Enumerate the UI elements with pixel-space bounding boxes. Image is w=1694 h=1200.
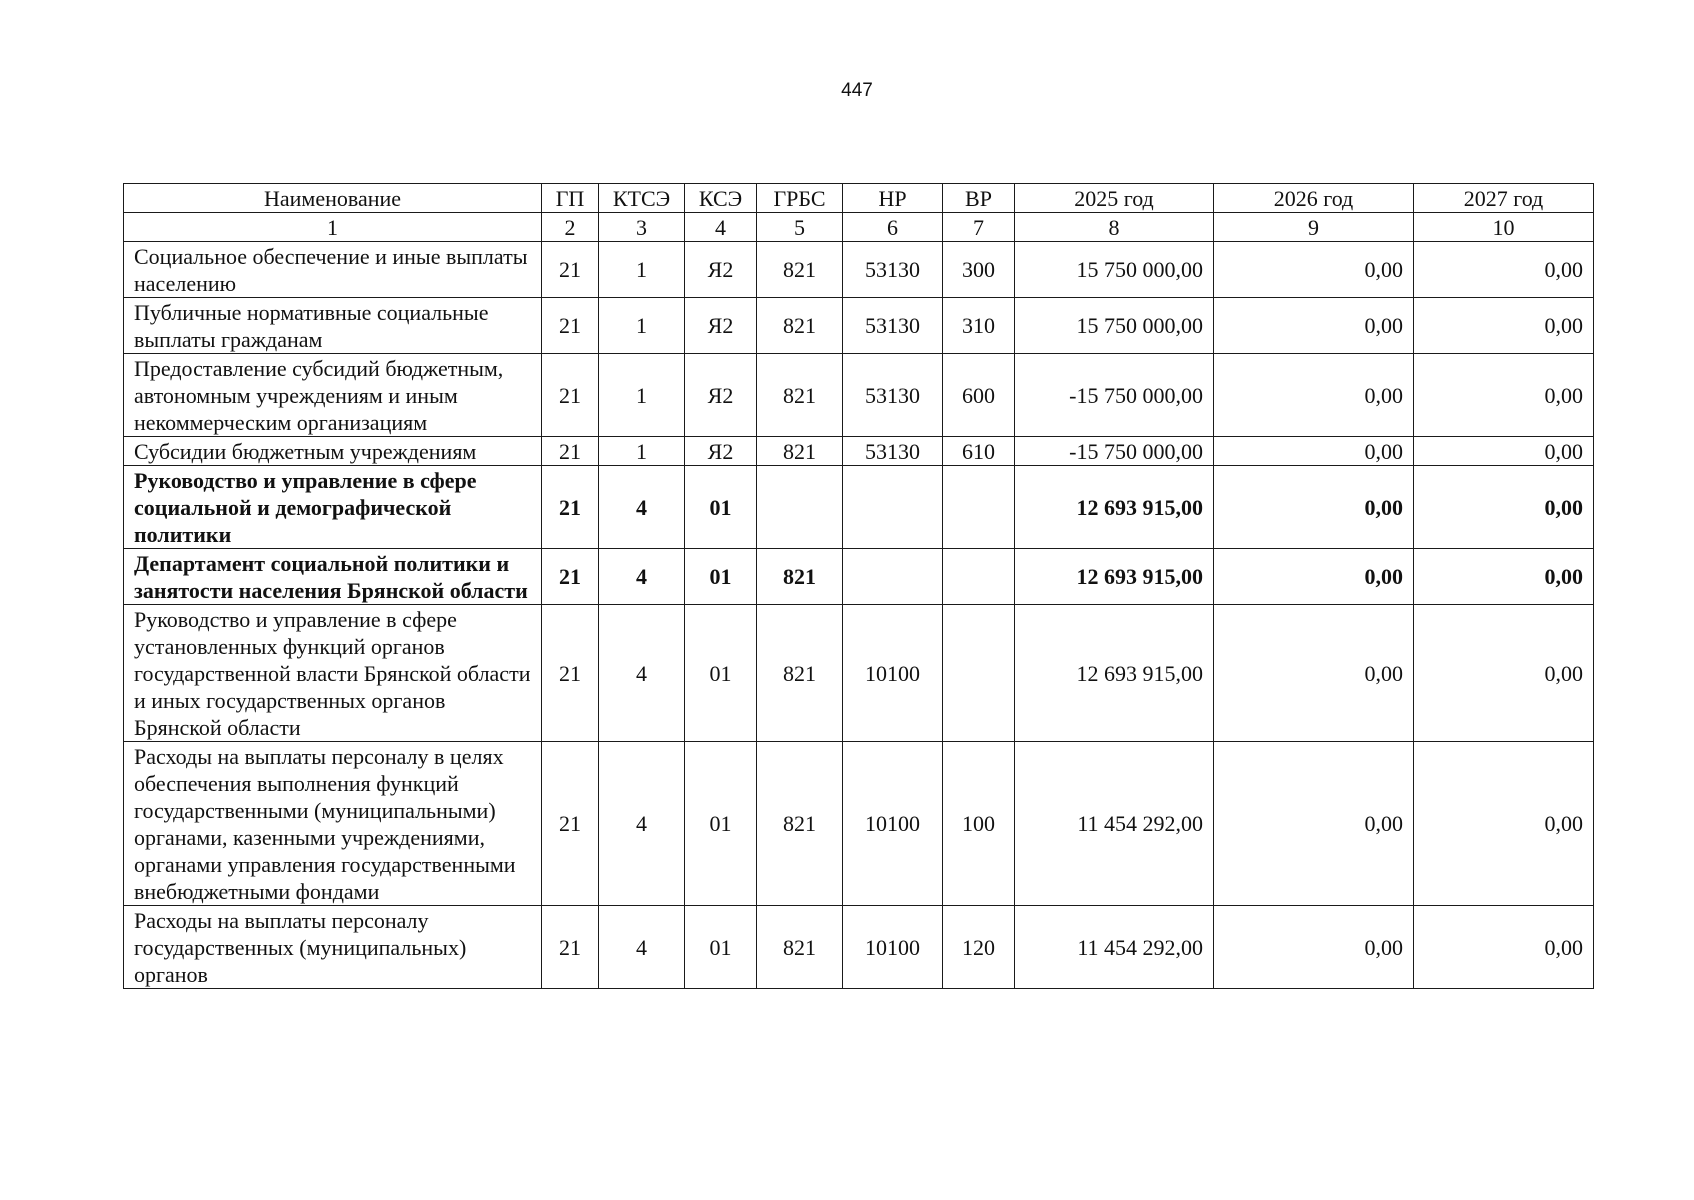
row-name-cell: Субсидии бюджетным учреждениям xyxy=(124,437,542,466)
nr-cell: 53130 xyxy=(843,354,943,437)
amount-2027-cell: 0,00 xyxy=(1414,242,1594,298)
amount-2027-cell: 0,00 xyxy=(1414,605,1594,742)
header-gp: ГП xyxy=(542,184,599,213)
column-number: 2 xyxy=(542,213,599,242)
amount-2027-cell: 0,00 xyxy=(1414,437,1594,466)
vr-cell xyxy=(943,605,1015,742)
kse-cell: 01 xyxy=(685,906,757,989)
kse-cell: 01 xyxy=(685,742,757,906)
header-kse: КСЭ xyxy=(685,184,757,213)
row-name-cell: Расходы на выплаты персоналу государственных (муниципальных) органов xyxy=(124,906,542,989)
grbs-cell: 821 xyxy=(757,437,843,466)
kse-cell: 01 xyxy=(685,605,757,742)
amount-2026-cell: 0,00 xyxy=(1214,605,1414,742)
vr-cell: 120 xyxy=(943,906,1015,989)
column-number: 7 xyxy=(943,213,1015,242)
header-2027: 2027 год xyxy=(1414,184,1594,213)
vr-cell xyxy=(943,466,1015,549)
ktse-cell: 4 xyxy=(599,605,685,742)
gp-cell: 21 xyxy=(542,742,599,906)
header-nr: НР xyxy=(843,184,943,213)
row-name-cell: Руководство и управление в сфере установленных функций органов государственной власти Брянской области и иных государственных органов Брянской области xyxy=(124,605,542,742)
amount-2025-cell: -15 750 000,00 xyxy=(1015,437,1214,466)
header-name: Наименование xyxy=(124,184,542,213)
ktse-cell: 4 xyxy=(599,906,685,989)
column-number: 4 xyxy=(685,213,757,242)
amount-2026-cell: 0,00 xyxy=(1214,549,1414,605)
table-row xyxy=(124,242,1594,298)
gp-cell: 21 xyxy=(542,298,599,354)
vr-cell: 600 xyxy=(943,354,1015,437)
gp-cell: 21 xyxy=(542,906,599,989)
ktse-cell: 1 xyxy=(599,298,685,354)
nr-cell xyxy=(843,466,943,549)
amount-2027-cell: 0,00 xyxy=(1414,742,1594,906)
gp-cell: 21 xyxy=(542,466,599,549)
amount-2027-cell: 0,00 xyxy=(1414,549,1594,605)
amount-2026-cell: 0,00 xyxy=(1214,354,1414,437)
table-row xyxy=(124,605,1594,742)
ktse-cell: 1 xyxy=(599,242,685,298)
amount-2025-cell: 12 693 915,00 xyxy=(1015,466,1214,549)
amount-2025-cell: 15 750 000,00 xyxy=(1015,242,1214,298)
table-row xyxy=(124,466,1594,549)
row-name-cell: Социальное обеспечение и иные выплаты населению xyxy=(124,242,542,298)
amount-2026-cell: 0,00 xyxy=(1214,242,1414,298)
nr-cell: 10100 xyxy=(843,906,943,989)
column-number: 9 xyxy=(1214,213,1414,242)
header-ktse: КТСЭ xyxy=(599,184,685,213)
grbs-cell: 821 xyxy=(757,298,843,354)
grbs-cell: 821 xyxy=(757,906,843,989)
amount-2027-cell: 0,00 xyxy=(1414,466,1594,549)
amount-2025-cell: 11 454 292,00 xyxy=(1015,906,1214,989)
ktse-cell: 1 xyxy=(599,354,685,437)
amount-2025-cell: 12 693 915,00 xyxy=(1015,605,1214,742)
row-name-cell: Руководство и управление в сфере социальной и демографической политики xyxy=(124,466,542,549)
column-number: 10 xyxy=(1414,213,1594,242)
table-row xyxy=(124,298,1594,354)
kse-cell: Я2 xyxy=(685,354,757,437)
nr-cell: 10100 xyxy=(843,742,943,906)
gp-cell: 21 xyxy=(542,605,599,742)
grbs-cell: 821 xyxy=(757,354,843,437)
amount-2025-cell: 11 454 292,00 xyxy=(1015,742,1214,906)
table-row xyxy=(124,354,1594,437)
amount-2025-cell: 12 693 915,00 xyxy=(1015,549,1214,605)
kse-cell: Я2 xyxy=(685,437,757,466)
amount-2025-cell: -15 750 000,00 xyxy=(1015,354,1214,437)
column-number-row xyxy=(124,213,1594,242)
ktse-cell: 1 xyxy=(599,437,685,466)
row-name-cell: Публичные нормативные социальные выплаты гражданам xyxy=(124,298,542,354)
page-number: 447 xyxy=(841,80,873,101)
amount-2026-cell: 0,00 xyxy=(1214,906,1414,989)
ktse-cell: 4 xyxy=(599,466,685,549)
gp-cell: 21 xyxy=(542,437,599,466)
header-vr: ВР xyxy=(943,184,1015,213)
gp-cell: 21 xyxy=(542,242,599,298)
column-number: 1 xyxy=(124,213,542,242)
column-number: 8 xyxy=(1015,213,1214,242)
amount-2027-cell: 0,00 xyxy=(1414,354,1594,437)
row-name-cell: Предоставление субсидий бюджетным, автономным учреждениям и иным некоммерческим организациям xyxy=(124,354,542,437)
amount-2026-cell: 0,00 xyxy=(1214,437,1414,466)
vr-cell xyxy=(943,549,1015,605)
nr-cell xyxy=(843,549,943,605)
amount-2027-cell: 0,00 xyxy=(1414,298,1594,354)
table-row xyxy=(124,742,1594,906)
grbs-cell: 821 xyxy=(757,549,843,605)
vr-cell: 610 xyxy=(943,437,1015,466)
kse-cell: 01 xyxy=(685,549,757,605)
row-name-cell: Департамент социальной политики и занятости населения Брянской области xyxy=(124,549,542,605)
header-row xyxy=(124,184,1594,213)
amount-2025-cell: 15 750 000,00 xyxy=(1015,298,1214,354)
row-name-cell: Расходы на выплаты персоналу в целях обеспечения выполнения функций государственными (муниципальными) органами, казенными учреждениями, органами управления государственными внебюджетными фондами xyxy=(124,742,542,906)
header-2025: 2025 год xyxy=(1015,184,1214,213)
table-row xyxy=(124,437,1594,466)
column-number: 3 xyxy=(599,213,685,242)
amount-2026-cell: 0,00 xyxy=(1214,298,1414,354)
kse-cell: Я2 xyxy=(685,298,757,354)
nr-cell: 10100 xyxy=(843,605,943,742)
column-number: 5 xyxy=(757,213,843,242)
ktse-cell: 4 xyxy=(599,742,685,906)
nr-cell: 53130 xyxy=(843,242,943,298)
nr-cell: 53130 xyxy=(843,298,943,354)
grbs-cell xyxy=(757,466,843,549)
kse-cell: Я2 xyxy=(685,242,757,298)
vr-cell: 310 xyxy=(943,298,1015,354)
vr-cell: 300 xyxy=(943,242,1015,298)
grbs-cell: 821 xyxy=(757,742,843,906)
budget-table xyxy=(123,183,1594,989)
header-grbs: ГРБС xyxy=(757,184,843,213)
ktse-cell: 4 xyxy=(599,549,685,605)
gp-cell: 21 xyxy=(542,354,599,437)
column-number: 6 xyxy=(843,213,943,242)
kse-cell: 01 xyxy=(685,466,757,549)
table-row xyxy=(124,549,1594,605)
amount-2026-cell: 0,00 xyxy=(1214,742,1414,906)
grbs-cell: 821 xyxy=(757,605,843,742)
amount-2026-cell: 0,00 xyxy=(1214,466,1414,549)
amount-2027-cell: 0,00 xyxy=(1414,906,1594,989)
gp-cell: 21 xyxy=(542,549,599,605)
grbs-cell: 821 xyxy=(757,242,843,298)
table-row xyxy=(124,906,1594,989)
vr-cell: 100 xyxy=(943,742,1015,906)
header-2026: 2026 год xyxy=(1214,184,1414,213)
nr-cell: 53130 xyxy=(843,437,943,466)
